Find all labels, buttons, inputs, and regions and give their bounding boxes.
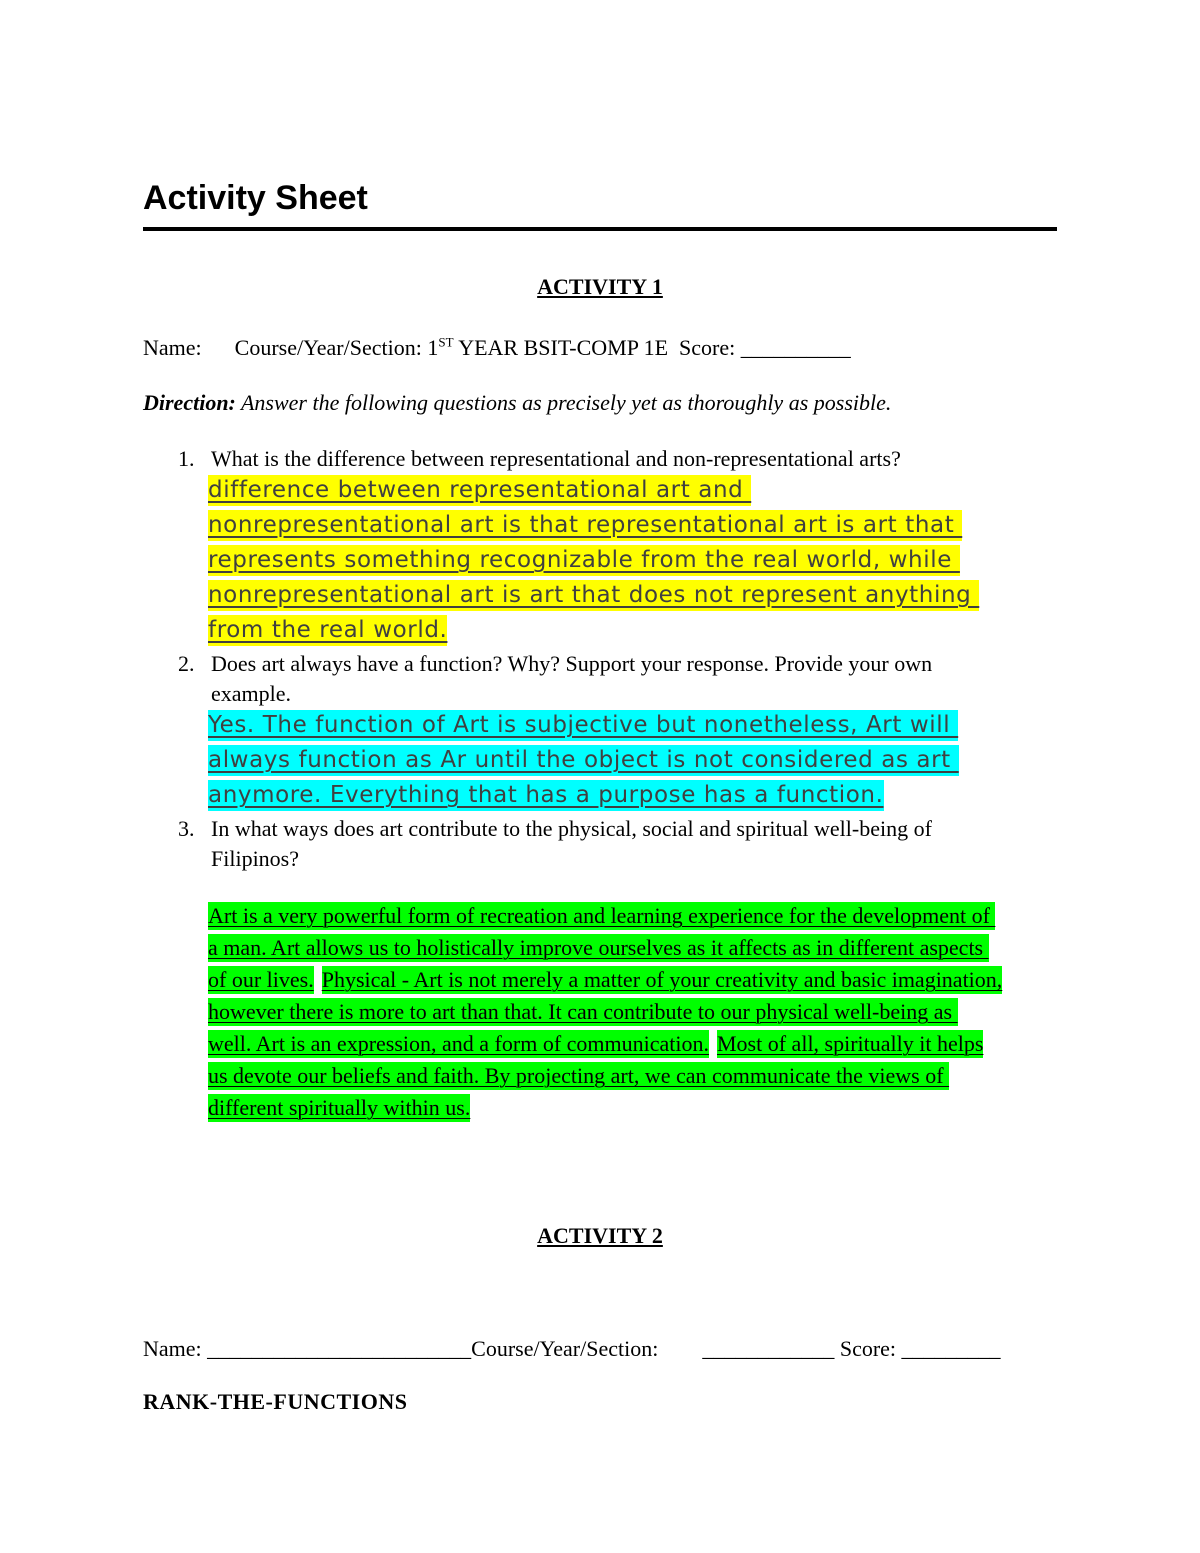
document-title: Activity Sheet [143,179,368,217]
answer-1-line: difference between representational art and [208,475,751,506]
answer-1-line: nonrepresentational art is art that does not represent anything [208,580,979,611]
question-3 [143,814,1057,844]
question-1 [143,444,1057,474]
question-2-text: Does art always have a function? Why? Support your response. Provide your own [211,651,933,676]
answer-2 [143,709,1057,814]
answer-1-line: represents something recognizable from the real world, while [208,545,960,576]
answer-1-line: from the real world. [208,615,447,646]
answer-3-line: a man. Art allows us to holistically improve ourselves as it affects as in different aspects [208,935,989,960]
name-line-part1: Name: Course/Year/Section: 1 [143,335,439,360]
question-1-text: What is the difference between representational and non-representational arts? [211,446,901,471]
answer-2-line: always function as Ar until the object is not considered as art [208,745,959,776]
question-2-number: 2. [178,651,195,676]
question-3-text-cont: Filipinos? [211,846,300,871]
direction-line [143,388,1057,418]
activity1-name-line [143,333,1057,363]
question-3-text: In what ways does art contribute to the physical, social and spiritual well-being of [211,816,932,841]
question-2-text-cont: example. [211,681,292,706]
question-2 [143,649,1057,679]
activity2-heading: ACTIVITY 2 [537,1223,663,1248]
score-blank: __________ [740,335,851,360]
answer-3-line: us devote our beliefs and faith. By projecting art, we can communicate the views of [208,1063,950,1088]
name-line-part2: YEAR BSIT-COMP 1E Score: [453,335,741,360]
question-3-number: 3. [178,816,195,841]
activity2-name-line: Name: ________________________Course/Year/Section: ____________ Score: _________ [143,1336,1001,1361]
answer-3-line: however there is more to art than that. It can contribute to our physical well-being as [208,999,958,1024]
answer-3-line-segment: Physical - Art is not merely a matter of your creativity and basic imagination, [321,967,1003,992]
answer-2-line: anymore. Everything that has a purpose has a function. [208,780,884,811]
question-1-number: 1. [178,446,195,471]
rank-the-functions-title: RANK-THE-FUNCTIONS [143,1389,408,1414]
answer-3-line-segment: Most of all, spiritually it helps [717,1031,984,1056]
title-rule [143,227,1057,231]
ordinal-superscript: ST [438,334,454,350]
direction-text: Answer the following questions as precisely yet as thoroughly as possible. [235,390,892,415]
direction-label: Direction: [143,390,236,415]
answer-3-line: different spiritually within us. [208,1095,471,1120]
answer-3 [143,901,1057,1125]
answer-3-line: Art is a very powerful form of recreation and learning experience for the development of [208,903,996,928]
answer-3-line-segment: well. Art is an expression, and a form of communication. [208,1031,709,1056]
answer-1 [143,474,1057,649]
answer-2-line: Yes. The function of Art is subjective but nonetheless, Art will [208,710,958,741]
activity1-heading: ACTIVITY 1 [537,274,663,299]
answer-3-line-segment: of our lives. [208,967,314,992]
question-list [143,444,1057,874]
answer-1-line: nonrepresentational art is that representational art is art that [208,510,962,541]
